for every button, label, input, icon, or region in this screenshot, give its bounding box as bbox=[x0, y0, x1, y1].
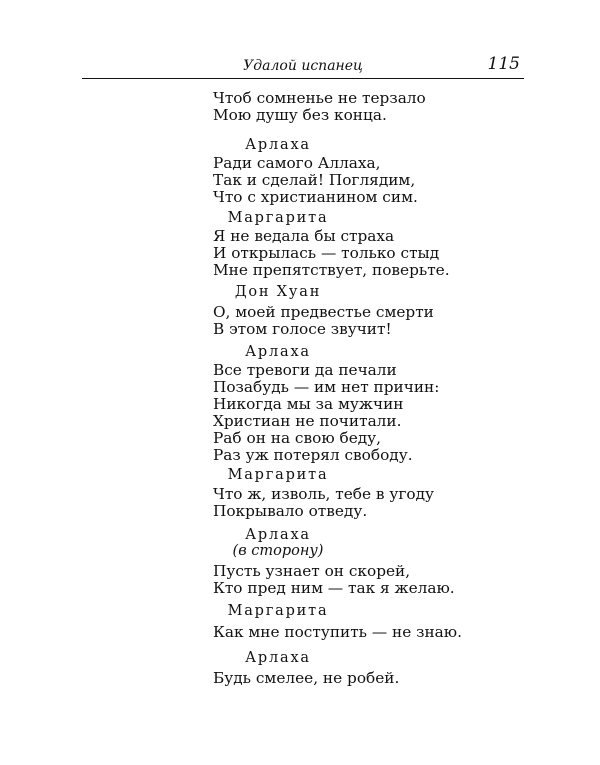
verse-line: Раб он на свою беду, bbox=[213, 429, 382, 447]
verse-line: Я не ведала бы страха bbox=[213, 227, 395, 245]
verse-line: Чтоб сомненье не терзало bbox=[213, 89, 426, 107]
verse-line: Мою душу без конца. bbox=[213, 106, 387, 124]
verse-line: Как мне поступить — не знаю. bbox=[213, 623, 462, 641]
verse-line: И открылась — только стыд bbox=[213, 244, 440, 262]
running-header bbox=[82, 56, 524, 80]
verse-line: Что ж, изволь, тебе в угоду bbox=[213, 485, 435, 503]
verse-stanza bbox=[213, 155, 418, 206]
verse-line: Раз уж потерял свободу. bbox=[213, 446, 413, 464]
verse-line: Пусть узнает он скорей, bbox=[213, 562, 411, 580]
verse-stanza bbox=[213, 228, 450, 279]
verse-stanza bbox=[213, 670, 399, 687]
speaker-name: Маргарита bbox=[227, 467, 329, 483]
speaker-name: Арлаха bbox=[245, 650, 311, 666]
speaker-name: Арлаха bbox=[245, 527, 311, 543]
verse-line: Кто пред ним — так я желаю. bbox=[213, 579, 455, 597]
verse-stanza bbox=[213, 90, 426, 124]
verse-line: Будь смелее, не робей. bbox=[213, 669, 400, 687]
verse-line: Покрывало отведу. bbox=[213, 502, 368, 520]
verse-line: Ради самого Аллаха, bbox=[213, 154, 381, 172]
verse-line: В этом голосе звучит! bbox=[213, 320, 392, 338]
speaker-name: Арлаха bbox=[245, 344, 311, 360]
verse-stanza bbox=[213, 624, 462, 641]
header-rule bbox=[82, 78, 524, 79]
speaker-name: Маргарита bbox=[227, 210, 329, 226]
verse-line: Никогда мы за мужчин bbox=[213, 395, 404, 413]
verse-line: Так и сделай! Поглядим, bbox=[213, 171, 416, 189]
verse-line: Что с христианином сим. bbox=[213, 188, 418, 206]
verse-line: Мне препятствует, поверьте. bbox=[213, 261, 450, 279]
running-title: Удалой испанец bbox=[243, 58, 363, 74]
verse-stanza bbox=[213, 304, 434, 338]
speaker-name: Арлаха bbox=[245, 137, 311, 153]
verse-stanza bbox=[213, 486, 434, 520]
stage-direction: (в сторону) bbox=[232, 543, 324, 559]
verse-stanza bbox=[213, 362, 439, 464]
speaker-name: Маргарита bbox=[227, 603, 329, 619]
verse-stanza bbox=[213, 563, 455, 597]
verse-line: Все тревоги да печали bbox=[213, 361, 397, 379]
verse-line: Христиан не почитали. bbox=[213, 412, 402, 430]
page-number: 115 bbox=[487, 54, 520, 74]
verse-line: Позабудь — им нет причин: bbox=[213, 378, 440, 396]
verse-line: О, моей предвестье смерти bbox=[213, 303, 434, 321]
speaker-name: Дон Хуан bbox=[234, 284, 322, 300]
